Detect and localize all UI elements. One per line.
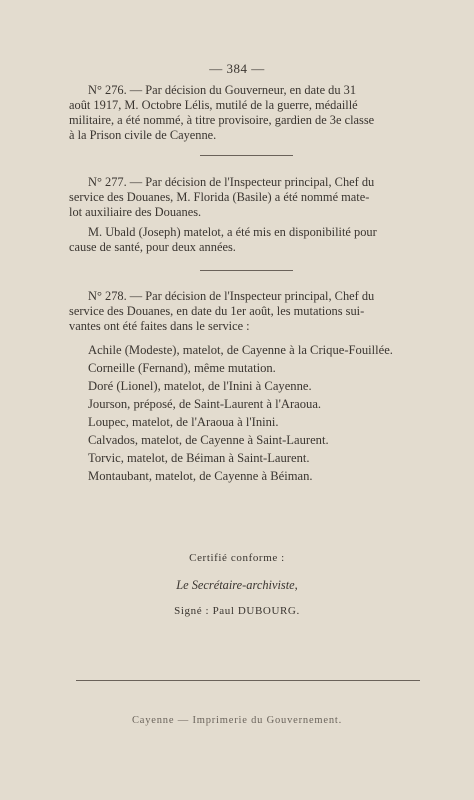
page-number: — 384 — bbox=[209, 61, 265, 76]
mutation-item: Torvic, matelot, de Béiman à Saint-Laurent. bbox=[88, 451, 310, 465]
mutation-item: Jourson, préposé, de Saint-Laurent à l'Araoua. bbox=[88, 397, 322, 411]
notice-277-line-4: M. Ubald (Joseph) matelot, a été mis en disponibilité pour bbox=[88, 225, 377, 239]
mutation-item: Calvados, matelot, de Cayenne à Saint-Laurent. bbox=[88, 433, 329, 447]
notice-277-line-2: service des Douanes, M. Florida (Basile) a été nommé mate- bbox=[69, 190, 370, 204]
printer-footer: Cayenne — Imprimerie du Gouvernement. bbox=[131, 715, 343, 726]
notice-276-line-1: N° 276. — Par décision du Gouverneur, en date du 31 bbox=[88, 83, 357, 97]
mutation-item: Corneille (Fernand), même mutation. bbox=[88, 361, 276, 375]
mutation-item: Doré (Lionel), matelot, de l'Inini à Cayenne. bbox=[88, 379, 312, 393]
footer-divider bbox=[76, 680, 420, 681]
notice-278-line-1: N° 278. — Par décision de l'Inspecteur principal, Chef du bbox=[88, 289, 375, 303]
notice-276-line-3: militaire, a été nommé, à titre provisoire, gardien de 3e classe bbox=[69, 113, 375, 127]
notice-278-line-3: vantes ont été faites dans le service : bbox=[69, 319, 250, 333]
mutation-item: Achile (Modeste), matelot, de Cayenne à la Crique-Fouillée. bbox=[88, 343, 393, 357]
notice-277-line-3: lot auxiliaire des Douanes. bbox=[69, 205, 202, 219]
section-divider bbox=[200, 270, 293, 271]
section-divider bbox=[200, 155, 293, 156]
notice-277-line-1: N° 277. — Par décision de l'Inspecteur principal, Chef du bbox=[88, 175, 375, 189]
notice-277-line-5: cause de santé, pour deux années. bbox=[69, 240, 236, 254]
mutation-item: Montaubant, matelot, de Cayenne à Béiman. bbox=[88, 469, 313, 483]
certified-conforme: Certifié conforme : bbox=[189, 552, 285, 564]
mutation-item: Loupec, matelot, de l'Araoua à l'Inini. bbox=[88, 415, 279, 429]
notice-278-line-2: service des Douanes, en date du 1er août, les mutations sui- bbox=[69, 304, 365, 318]
secretary-archivist: Le Secrétaire-archiviste, bbox=[176, 578, 298, 592]
signature: Signé : Paul DUBOURG. bbox=[174, 605, 300, 617]
notice-276-line-4: à la Prison civile de Cayenne. bbox=[69, 128, 217, 142]
notice-276-line-2: août 1917, M. Octobre Lélis, mutilé de la guerre, médaillé bbox=[69, 98, 358, 112]
